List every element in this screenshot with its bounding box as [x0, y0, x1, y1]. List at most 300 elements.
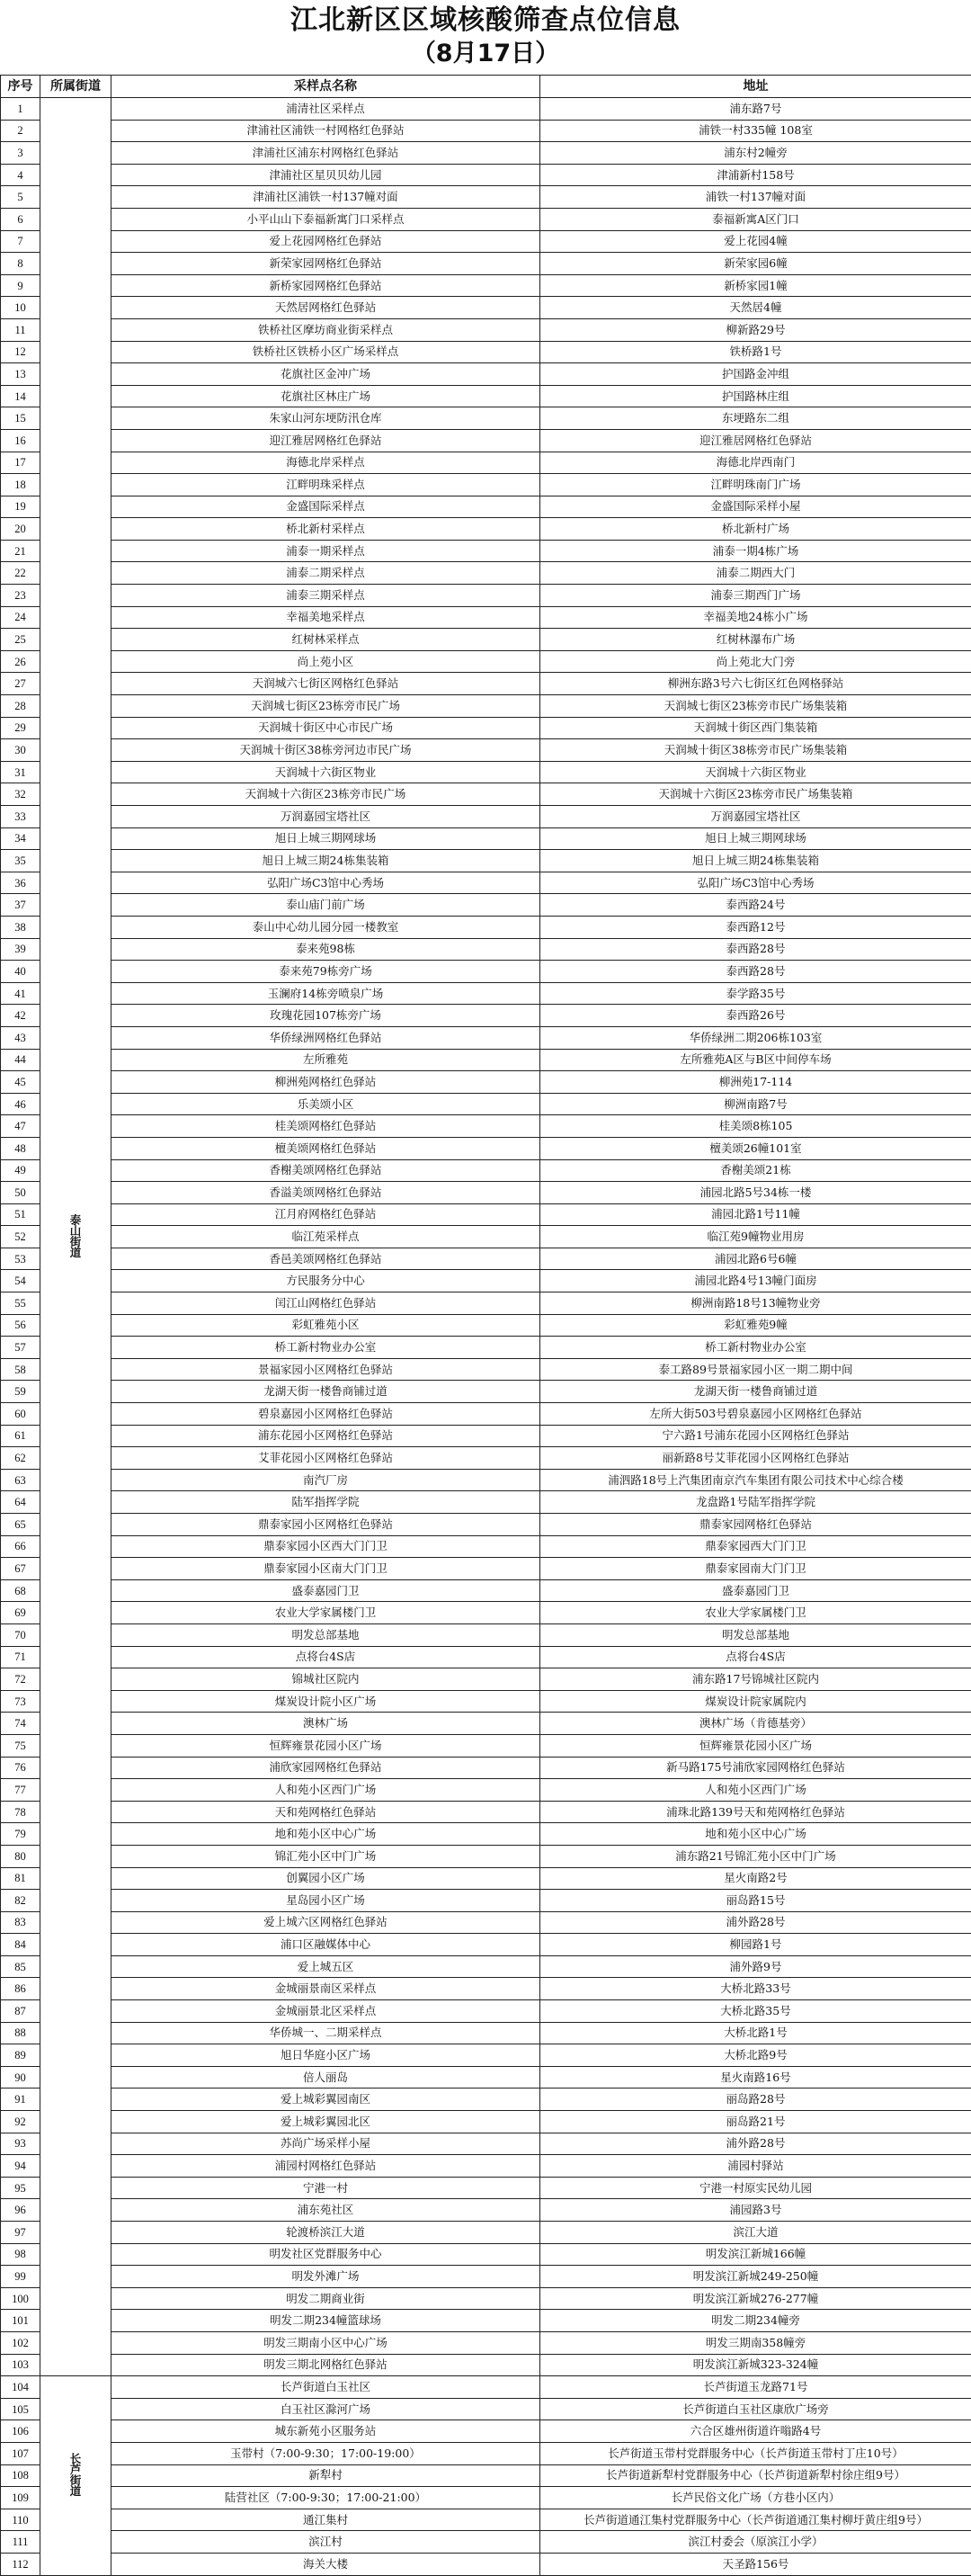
- table-row: [1, 98, 971, 121]
- row-number: 111: [1, 2531, 40, 2554]
- site-name-cell: 桥北新村采样点: [111, 518, 540, 541]
- row-number: 60: [1, 1403, 40, 1426]
- row-number: 33: [1, 806, 40, 828]
- address-cell: 鼎泰家园网格红色驿站: [540, 1514, 971, 1536]
- row-number: 64: [1, 1491, 40, 1514]
- table-row: [1, 1934, 971, 1956]
- site-name-cell: 柳洲苑网格红色驿站: [111, 1071, 540, 1094]
- address-cell: 浦东路21号锦汇苑小区中门广场: [540, 1845, 971, 1867]
- site-name-cell: 玫瑰花园107栋旁广场: [111, 1005, 540, 1027]
- row-number: 85: [1, 1955, 40, 1978]
- row-number: 16: [1, 429, 40, 452]
- row-number: 38: [1, 916, 40, 938]
- row-number: 21: [1, 540, 40, 562]
- site-name-cell: 花旗社区林庄广场: [111, 385, 540, 407]
- table-row: [1, 695, 971, 718]
- table-row: [1, 2509, 971, 2531]
- table-row: [1, 2553, 971, 2575]
- site-name-cell: 爱上城六区网格红色驿站: [111, 1911, 540, 1934]
- table-row: [1, 1757, 971, 1779]
- address-cell: 柳洲南路7号: [540, 1093, 971, 1115]
- table-row: [1, 2155, 971, 2178]
- site-name-cell: 锦城社区院内: [111, 1668, 540, 1691]
- table-row: [1, 872, 971, 894]
- table-row: [1, 2000, 971, 2023]
- table-row: [1, 208, 971, 230]
- address-cell: 鼎泰家园西大门门卫: [540, 1535, 971, 1558]
- table-row: [1, 1823, 971, 1846]
- row-number: 92: [1, 2111, 40, 2133]
- table-row: [1, 452, 971, 474]
- address-cell: 长芦街道玉龙路71号: [540, 2376, 971, 2399]
- site-name-cell: 幸福美地采样点: [111, 606, 540, 629]
- site-name-cell: 宁港一村: [111, 2177, 540, 2199]
- table-row: [1, 1734, 971, 1757]
- address-cell: 浦泗路18号上汽集团南京汽车集团有限公司技术中心综合楼: [540, 1469, 971, 1491]
- row-number: 63: [1, 1469, 40, 1491]
- address-cell: 浦东路7号: [540, 98, 971, 121]
- row-number: 37: [1, 894, 40, 917]
- table-row: [1, 1713, 971, 1735]
- row-number: 52: [1, 1226, 40, 1248]
- address-cell: 新荣家园6幢: [540, 253, 971, 275]
- row-number: 69: [1, 1602, 40, 1624]
- table-row: [1, 1203, 971, 1226]
- table-row: [1, 2331, 971, 2354]
- row-number: 25: [1, 629, 40, 651]
- site-name-cell: 朱家山河东埂防汛仓库: [111, 407, 540, 430]
- table-row: [1, 1403, 971, 1426]
- table-row: [1, 1646, 971, 1668]
- site-name-cell: 通江集村: [111, 2509, 540, 2531]
- address-cell: 地和苑小区中心广场: [540, 1823, 971, 1846]
- row-number: 104: [1, 2376, 40, 2399]
- table-row: [1, 585, 971, 607]
- address-cell: 丽岛路15号: [540, 1890, 971, 1912]
- table-row: [1, 1955, 971, 1978]
- table-row: [1, 2133, 971, 2155]
- street-name-char: 街: [40, 1237, 111, 1248]
- table-row: [1, 2177, 971, 2199]
- site-name-cell: 乐美颂小区: [111, 1093, 540, 1115]
- row-number: 30: [1, 739, 40, 762]
- row-number: 61: [1, 1425, 40, 1447]
- table-row: [1, 540, 971, 562]
- site-name-cell: 华侨城一、二期采样点: [111, 2022, 540, 2044]
- address-cell: 浦外路9号: [540, 1955, 971, 1978]
- site-name-cell: 香榭美颂网格红色驿站: [111, 1159, 540, 1182]
- table-row: [1, 363, 971, 386]
- table-row: [1, 1026, 971, 1049]
- row-number: 112: [1, 2553, 40, 2575]
- row-number: 17: [1, 452, 40, 474]
- site-name-cell: 锦汇苑小区中门广场: [111, 1845, 540, 1867]
- address-cell: 泰学路35号: [540, 982, 971, 1005]
- address-cell: 新桥家园1幢: [540, 274, 971, 297]
- site-name-cell: 景福家园小区网格红色驿站: [111, 1358, 540, 1381]
- address-cell: 大桥北路1号: [540, 2022, 971, 2044]
- site-name-cell: 香溢美颂网格红色驿站: [111, 1182, 540, 1204]
- address-cell: 长芦街道玉带村党群服务中心（长芦街道玉带村丁庄10号）: [540, 2442, 971, 2464]
- table-row: [1, 2531, 971, 2554]
- address-cell: 明发滨江新城323-324幢: [540, 2354, 971, 2376]
- site-name-cell: 恒辉雍景花园小区广场: [111, 1734, 540, 1757]
- site-name-cell: 星岛园小区广场: [111, 1890, 540, 1912]
- row-number: 28: [1, 695, 40, 718]
- table-row: [1, 1535, 971, 1558]
- table-body: [1, 98, 971, 2576]
- site-name-cell: 天润城十六街区23栋旁市民广场: [111, 783, 540, 806]
- street-name-char: 长: [40, 2454, 111, 2464]
- site-name-cell: 檀美颂网格红色驿站: [111, 1137, 540, 1159]
- address-cell: 华侨绿洲二期206栋103室: [540, 1026, 971, 1049]
- row-number: 87: [1, 2000, 40, 2023]
- site-name-cell: 倍人丽岛: [111, 2066, 540, 2089]
- row-number: 40: [1, 961, 40, 983]
- site-name-cell: 彩虹雅苑小区: [111, 1314, 540, 1337]
- row-number: 32: [1, 783, 40, 806]
- site-name-cell: 煤炭设计院小区广场: [111, 1690, 540, 1713]
- address-cell: 龙盘路1号陆军指挥学院: [540, 1491, 971, 1514]
- table-row: [1, 2442, 971, 2464]
- table-row: [1, 1182, 971, 1204]
- table-row: [1, 2398, 971, 2420]
- site-name-cell: 旭日上城三期24栋集装箱: [111, 850, 540, 872]
- address-cell: 新马路175号浦欣家园网格红色驿站: [540, 1757, 971, 1779]
- table-row: [1, 739, 971, 762]
- row-number: 23: [1, 585, 40, 607]
- row-number: 13: [1, 363, 40, 386]
- table-row: [1, 1623, 971, 1646]
- row-number: 55: [1, 1292, 40, 1315]
- site-name-cell: 盛泰嘉园门卫: [111, 1579, 540, 1602]
- table-row: [1, 2487, 971, 2509]
- table-row: [1, 2199, 971, 2222]
- table-row: [1, 429, 971, 452]
- row-number: 76: [1, 1757, 40, 1779]
- table-row: [1, 2376, 971, 2399]
- table-row: [1, 318, 971, 341]
- site-name-cell: 旭日华庭小区广场: [111, 2044, 540, 2067]
- table-row: [1, 629, 971, 651]
- row-number: 39: [1, 938, 40, 961]
- site-name-cell: 浦东花园小区网格红色驿站: [111, 1425, 540, 1447]
- address-cell: 柳园路1号: [540, 1934, 971, 1956]
- address-cell: 浦东村2幢旁: [540, 142, 971, 165]
- table-row: [1, 186, 971, 209]
- row-number: 96: [1, 2199, 40, 2222]
- address-cell: 丽新路8号艾菲花园小区网格红色驿站: [540, 1447, 971, 1470]
- site-name-cell: 方民服务分中心: [111, 1270, 540, 1292]
- site-name-cell: 津浦社区星贝贝幼儿园: [111, 164, 540, 186]
- table-row: [1, 164, 971, 186]
- address-cell: 龙湖天街一楼鲁商铺过道: [540, 1381, 971, 1403]
- address-cell: 大桥北路35号: [540, 2000, 971, 2023]
- site-name-cell: 艾菲花园小区网格红色驿站: [111, 1447, 540, 1470]
- address-cell: 明发三期南358幢旁: [540, 2331, 971, 2354]
- address-cell: 临江苑9幢物业用房: [540, 1226, 971, 1248]
- address-cell: 香榭美颂21栋: [540, 1159, 971, 1182]
- address-cell: 东埂路东二组: [540, 407, 971, 430]
- row-number: 83: [1, 1911, 40, 1934]
- site-name-cell: 泰山庙门前广场: [111, 894, 540, 917]
- address-cell: 六合区雄州街道许嗡路4号: [540, 2420, 971, 2443]
- address-cell: 铁桥路1号: [540, 341, 971, 363]
- address-cell: 宁六路1号浦东花园小区网格红色驿站: [540, 1425, 971, 1447]
- row-number: 57: [1, 1337, 40, 1359]
- row-number: 49: [1, 1159, 40, 1182]
- address-cell: 左所大街503号碧泉嘉园小区网格红色驿站: [540, 1403, 971, 1426]
- address-cell: 浦铁一村137幢对面: [540, 186, 971, 209]
- address-cell: 迎江雅居网格红色驿站: [540, 429, 971, 452]
- address-cell: 柳洲苑17-114: [540, 1071, 971, 1094]
- row-number: 10: [1, 297, 40, 319]
- table-row: [1, 916, 971, 938]
- site-name-cell: 花旗社区金冲广场: [111, 363, 540, 386]
- row-number: 19: [1, 496, 40, 518]
- table-row: [1, 1579, 971, 1602]
- table-row: [1, 407, 971, 430]
- table-row: [1, 562, 971, 585]
- address-cell: 宁港一村原实民幼儿园: [540, 2177, 971, 2199]
- street-name-cell: [40, 98, 111, 2376]
- table-row: [1, 253, 971, 275]
- address-cell: 桥工新村物业办公室: [540, 1337, 971, 1359]
- table-row: [1, 1137, 971, 1159]
- address-cell: 星火南路2号: [540, 1867, 971, 1890]
- address-cell: 浦外路28号: [540, 1911, 971, 1934]
- site-name-cell: 天和苑网格红色驿站: [111, 1801, 540, 1823]
- row-number: 105: [1, 2398, 40, 2420]
- table-row: [1, 1668, 971, 1691]
- header-street: 所属街道: [40, 76, 111, 98]
- site-name-cell: 泰山中心幼儿园分园一楼教室: [111, 916, 540, 938]
- header-no: 序号: [1, 76, 40, 98]
- site-name-cell: 新荣家园网格红色驿站: [111, 253, 540, 275]
- site-name-cell: 天润城十街区38栋旁河边市民广场: [111, 739, 540, 762]
- address-cell: 浦园村驿站: [540, 2155, 971, 2178]
- address-cell: 泰西路28号: [540, 961, 971, 983]
- address-cell: 天圣路156号: [540, 2553, 971, 2575]
- site-name-cell: 桂美颂网格红色驿站: [111, 1115, 540, 1138]
- site-name-cell: 人和苑小区西门广场: [111, 1779, 540, 1802]
- address-cell: 滨江大道: [540, 2222, 971, 2244]
- address-cell: 金盛国际采样小屋: [540, 496, 971, 518]
- row-number: 53: [1, 1248, 40, 1270]
- row-number: 86: [1, 1978, 40, 2000]
- address-cell: 江畔明珠南门广场: [540, 474, 971, 496]
- address-cell: 浦珠北路139号天和苑网格红色驿站: [540, 1801, 971, 1823]
- title-date: （8月17日）: [0, 40, 971, 68]
- street-name-char: 山: [40, 1226, 111, 1237]
- site-name-cell: 澳林广场: [111, 1713, 540, 1735]
- row-number: 65: [1, 1514, 40, 1536]
- address-cell: 泰西路28号: [540, 938, 971, 961]
- address-cell: 天润城十街区西门集装箱: [540, 717, 971, 739]
- row-number: 51: [1, 1203, 40, 1226]
- table-row: [1, 1337, 971, 1359]
- row-number: 74: [1, 1713, 40, 1735]
- site-name-cell: 海德北岸采样点: [111, 452, 540, 474]
- address-cell: 明发滨江新城166幢: [540, 2243, 971, 2266]
- table-row: [1, 2420, 971, 2443]
- table-row: [1, 1779, 971, 1802]
- address-cell: 浦园路3号: [540, 2199, 971, 2222]
- row-number: 27: [1, 673, 40, 695]
- address-cell: 浦园北路5号34栋一楼: [540, 1182, 971, 1204]
- site-name-cell: 滨江村: [111, 2531, 540, 2554]
- table-row: [1, 2111, 971, 2133]
- site-name-cell: 闰江山网格红色驿站: [111, 1292, 540, 1315]
- table-row: [1, 1381, 971, 1403]
- site-name-cell: 明发社区党群服务中心: [111, 2243, 540, 2266]
- table-row: [1, 806, 971, 828]
- address-cell: 旭日上城三期网球场: [540, 827, 971, 850]
- address-cell: 大桥北路33号: [540, 1978, 971, 2000]
- address-cell: 长芦街道白玉社区康欣广场旁: [540, 2398, 971, 2420]
- address-cell: 鼎泰家园南大门门卫: [540, 1558, 971, 1580]
- table-row: [1, 518, 971, 541]
- address-cell: 盛泰嘉园门卫: [540, 1579, 971, 1602]
- site-name-cell: 天润城十街区中心市民广场: [111, 717, 540, 739]
- site-name-cell: 碧泉嘉园小区网格红色驿站: [111, 1403, 540, 1426]
- site-name-cell: 新犁村: [111, 2464, 540, 2487]
- address-cell: 浦东路17号锦城社区院内: [540, 1668, 971, 1691]
- address-cell: 浦泰一期4栋广场: [540, 540, 971, 562]
- row-number: 106: [1, 2420, 40, 2443]
- site-name-cell: 天润城十六街区物业: [111, 761, 540, 783]
- site-name-cell: 农业大学家属楼门卫: [111, 1602, 540, 1624]
- table-row: [1, 2287, 971, 2310]
- title-main: 江北新区区域核酸筛查点位信息: [0, 5, 971, 36]
- row-number: 89: [1, 2044, 40, 2067]
- site-name-cell: 点将台4S店: [111, 1646, 540, 1668]
- address-cell: 爱上花园4幢: [540, 230, 971, 253]
- table-row: [1, 274, 971, 297]
- table-row: [1, 1425, 971, 1447]
- row-number: 26: [1, 650, 40, 673]
- row-number: 91: [1, 2089, 40, 2111]
- row-number: 7: [1, 230, 40, 253]
- address-cell: 大桥北路9号: [540, 2044, 971, 2067]
- row-number: 70: [1, 1623, 40, 1646]
- table-row: [1, 385, 971, 407]
- table-row: [1, 474, 971, 496]
- address-cell: 星火南路16号: [540, 2066, 971, 2089]
- address-cell: 桥北新村广场: [540, 518, 971, 541]
- row-number: 29: [1, 717, 40, 739]
- site-name-cell: 津浦社区浦铁一村网格红色驿站: [111, 120, 540, 142]
- table-row: [1, 961, 971, 983]
- address-cell: 海德北岸西南门: [540, 452, 971, 474]
- site-name-cell: 铁桥社区摩坊商业街采样点: [111, 318, 540, 341]
- site-name-cell: 浦口区融媒体中心: [111, 1934, 540, 1956]
- row-number: 36: [1, 872, 40, 894]
- row-number: 50: [1, 1182, 40, 1204]
- address-cell: 浦泰三期西门广场: [540, 585, 971, 607]
- address-cell: 檀美颂26幢101室: [540, 1137, 971, 1159]
- site-name-cell: 金城丽景南区采样点: [111, 1978, 540, 2000]
- street-name-char: 道: [40, 1248, 111, 1258]
- site-name-cell: 浦泰一期采样点: [111, 540, 540, 562]
- row-number: 108: [1, 2464, 40, 2487]
- table-row: [1, 2222, 971, 2244]
- table-row: [1, 297, 971, 319]
- table-row: [1, 1115, 971, 1138]
- row-number: 101: [1, 2310, 40, 2332]
- row-number: 42: [1, 1005, 40, 1027]
- document-title: [0, 0, 971, 74]
- row-number: 107: [1, 2442, 40, 2464]
- row-number: 75: [1, 1734, 40, 1757]
- row-number: 81: [1, 1867, 40, 1890]
- table-row: [1, 1558, 971, 1580]
- table-row: [1, 2243, 971, 2266]
- site-name-cell: 桥工新村物业办公室: [111, 1337, 540, 1359]
- row-number: 58: [1, 1358, 40, 1381]
- row-number: 84: [1, 1934, 40, 1956]
- row-number: 93: [1, 2133, 40, 2155]
- address-cell: 浦园北路1号11幢: [540, 1203, 971, 1226]
- site-name-cell: 海关大楼: [111, 2553, 540, 2575]
- address-cell: 明发滨江新城276-277幢: [540, 2287, 971, 2310]
- site-name-cell: 鼎泰家园小区南大门门卫: [111, 1558, 540, 1580]
- row-number: 77: [1, 1779, 40, 1802]
- address-cell: 浦外路28号: [540, 2133, 971, 2155]
- street-name-char: 道: [40, 2486, 111, 2497]
- address-cell: 柳洲南路18号13幢物业旁: [540, 1292, 971, 1315]
- row-number: 12: [1, 341, 40, 363]
- site-name-cell: 龙湖天街一楼鲁商铺过道: [111, 1381, 540, 1403]
- site-name-cell: 陆营社区（7:00-9:30；17:00-21:00）: [111, 2487, 540, 2509]
- row-number: 102: [1, 2331, 40, 2354]
- row-number: 88: [1, 2022, 40, 2044]
- table-header-row: [1, 76, 971, 98]
- site-name-cell: 长芦街道白玉社区: [111, 2376, 540, 2399]
- row-number: 43: [1, 1026, 40, 1049]
- table-row: [1, 496, 971, 518]
- row-number: 24: [1, 606, 40, 629]
- site-name-cell: 爱上城彩翼园南区: [111, 2089, 540, 2111]
- table-row: [1, 2266, 971, 2288]
- table-row: [1, 1801, 971, 1823]
- row-number: 71: [1, 1646, 40, 1668]
- address-cell: 万润嘉园宝塔社区: [540, 806, 971, 828]
- address-cell: 幸福美地24栋小广场: [540, 606, 971, 629]
- sampling-sites-table: [0, 75, 971, 2576]
- address-cell: 旭日上城三期24栋集装箱: [540, 850, 971, 872]
- table-row: [1, 341, 971, 363]
- site-name-cell: 爱上花园网格红色驿站: [111, 230, 540, 253]
- address-cell: 农业大学家属楼门卫: [540, 1602, 971, 1624]
- table-row: [1, 1514, 971, 1536]
- site-name-cell: 浦园村网格红色驿站: [111, 2155, 540, 2178]
- address-cell: 尚上苑北大门旁: [540, 650, 971, 673]
- row-number: 59: [1, 1381, 40, 1403]
- row-number: 97: [1, 2222, 40, 2244]
- row-number: 31: [1, 761, 40, 783]
- address-cell: 泰西路12号: [540, 916, 971, 938]
- table-row: [1, 982, 971, 1005]
- row-number: 1: [1, 98, 40, 121]
- site-name-cell: 浦泰三期采样点: [111, 585, 540, 607]
- address-cell: 明发总部基地: [540, 1623, 971, 1646]
- table-row: [1, 1911, 971, 1934]
- address-cell: 泰福新寓A区门口: [540, 208, 971, 230]
- site-name-cell: 陆军指挥学院: [111, 1491, 540, 1514]
- address-cell: 明发滨江新城249-250幢: [540, 2266, 971, 2288]
- row-number: 54: [1, 1270, 40, 1292]
